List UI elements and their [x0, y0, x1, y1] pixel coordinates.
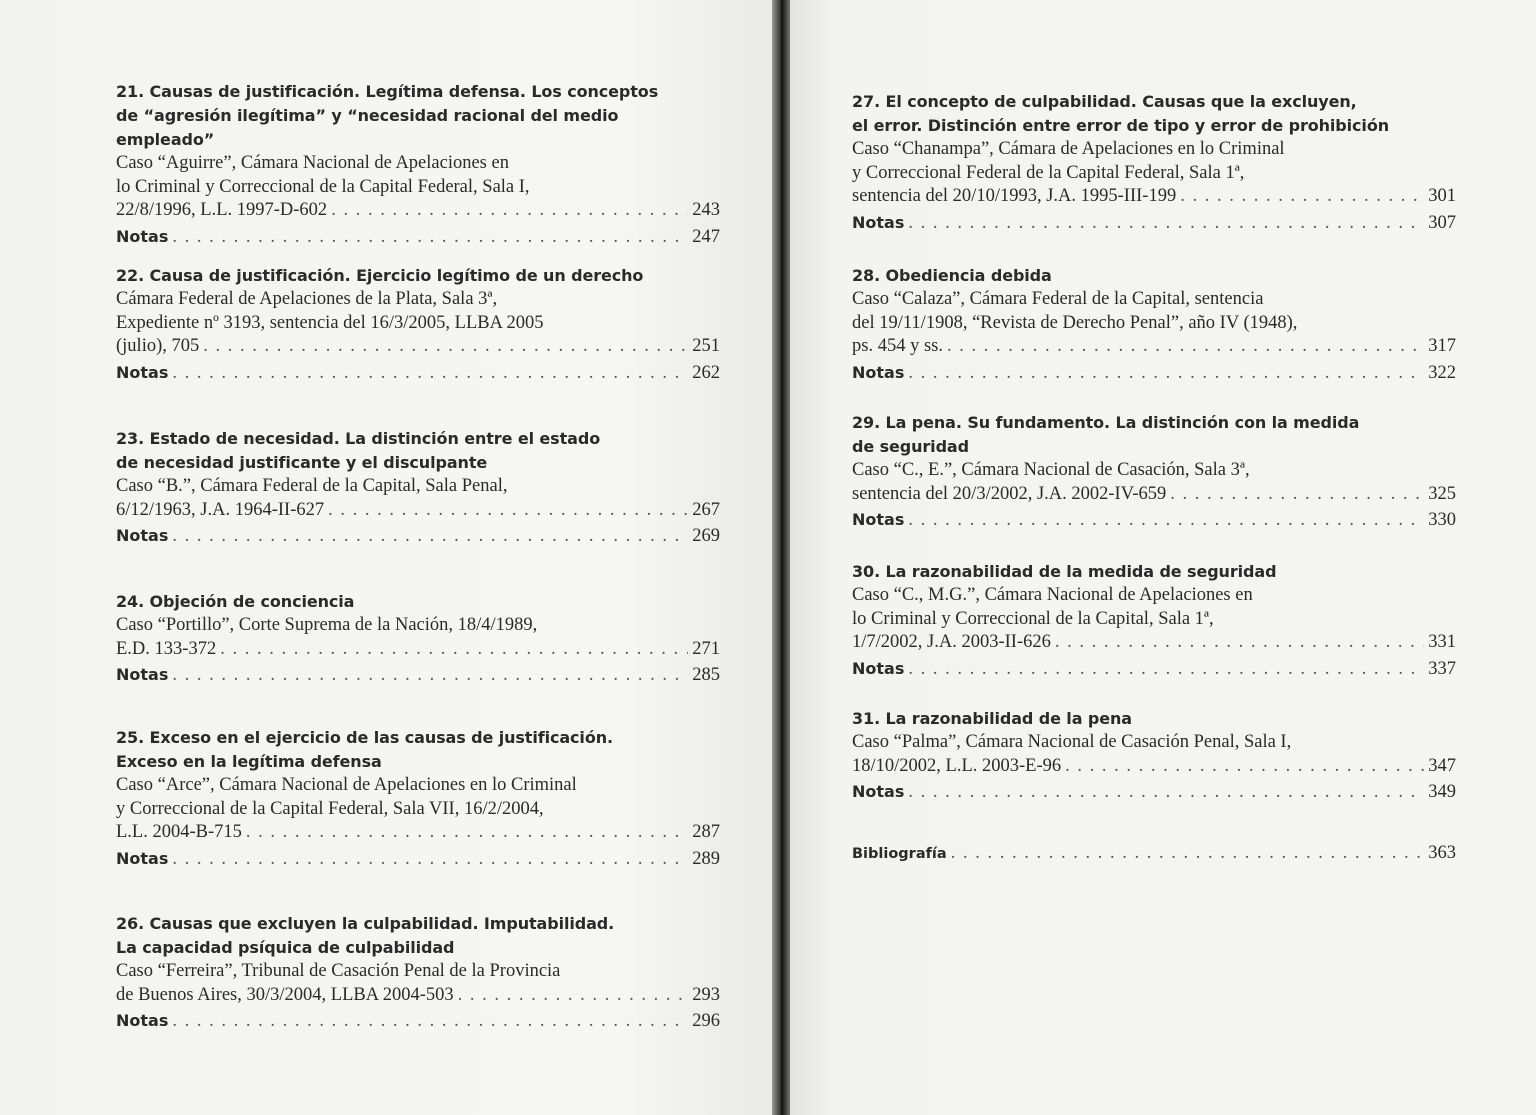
notes-row [116, 361, 720, 386]
bibliography-label: Bibliografía [852, 846, 947, 862]
dot-leader [1170, 483, 1424, 507]
notes-page-number: 307 [1428, 212, 1456, 233]
dot-leader [908, 658, 1424, 682]
toc-entry-22 [116, 264, 720, 385]
entry-citation-line: Caso “Ferreira”, Tribunal de Casación Penal de la Provincia [116, 961, 561, 981]
toc-entry-27 [852, 90, 1456, 235]
entry-heading-line: La capacidad psíquica de culpabilidad [116, 938, 455, 957]
bibliography-row [852, 842, 1456, 867]
entry-page-row [116, 335, 720, 359]
right-page [790, 0, 1536, 1115]
dot-leader [458, 984, 689, 1008]
notes-label: Notas [116, 526, 169, 545]
entry-page-row [116, 638, 720, 662]
toc-entry-23 [116, 427, 720, 549]
entry-citation-line: y Correccional de la Capital Federal, Sala VII, 16/2/2004, [116, 798, 544, 819]
entry-heading-line: 22. Causa de justificación. Ejercicio legítimo de un derecho [116, 266, 644, 285]
entry-page-row [116, 499, 720, 523]
entry-citation-line: Caso “B.”, Cámara Federal de la Capital, Sala Penal, [116, 476, 508, 496]
entry-citation-line: Caso “Portillo”, Corte Suprema de la Nación, 18/4/1989, [116, 615, 538, 635]
toc-entry-26 [116, 912, 720, 1034]
dot-leader [172, 848, 688, 872]
page-number: 243 [692, 200, 720, 220]
notes-label: Notas [116, 848, 169, 868]
page-number: 251 [692, 336, 720, 356]
page-number: 317 [1428, 336, 1456, 356]
notes-label: Notas [852, 212, 905, 232]
entry-citation-line: 6/12/1963, J.A. 1964-II-627 [116, 499, 325, 520]
toc-entry-24 [116, 590, 720, 688]
toc-entry-21 [116, 80, 720, 249]
dot-leader [172, 664, 688, 688]
notes-label: Notas [852, 658, 905, 678]
dot-leader [908, 362, 1424, 386]
dot-leader [203, 335, 688, 359]
entry-heading-line: 26. Causas que excluyen la culpabilidad. Imputabilidad. [116, 914, 615, 933]
page-number: 287 [692, 822, 720, 842]
entry-citation-line: lo Criminal y Correccional de la Capital Federal, Sala I, [116, 176, 530, 197]
dot-leader [1180, 185, 1424, 209]
entry-heading-line: de “agresión ilegítima” y “necesidad racional del medio empleado” [116, 106, 619, 149]
dot-leader [172, 362, 688, 386]
entry-citation-line: del 19/11/1908, “Revista de Derecho Penal”, año IV (1948), [852, 312, 1298, 333]
toc-entry-30 [852, 560, 1456, 681]
notes-page-number: 289 [692, 848, 720, 869]
entry-citation-line: Caso “C., M.G.”, Cámara Nacional de Apelaciones en [852, 585, 1253, 605]
entry-heading-line: 29. La pena. Su fundamento. La distinción con la medida [852, 413, 1360, 432]
entry-citation-line: (julio), 705 [116, 336, 200, 356]
toc-entry-31 [852, 707, 1456, 805]
entry-page-row [116, 199, 720, 223]
entry-heading-line: 28. Obediencia debida [852, 266, 1052, 285]
notes-label: Notas [852, 782, 905, 801]
notes-page-number: 296 [692, 1011, 720, 1031]
dot-leader [1055, 631, 1424, 655]
toc-entry-28 [852, 264, 1456, 385]
dot-leader [908, 212, 1424, 236]
entry-citation-line: Caso “Arce”, Cámara Nacional de Apelaciones en lo Criminal [116, 775, 577, 795]
notes-row [116, 524, 720, 549]
notes-page-number: 349 [1428, 782, 1456, 802]
notes-row [852, 780, 1456, 805]
entry-citation-line: sentencia del 20/3/2002, J.A. 2002-IV-659 [852, 483, 1167, 504]
entry-page-row [852, 755, 1456, 779]
notes-row [116, 1009, 720, 1034]
bibliography-page-number: 363 [1428, 843, 1456, 863]
dot-leader [172, 525, 688, 549]
page-number: 271 [692, 638, 720, 659]
dot-leader [951, 842, 1425, 866]
notes-page-number: 330 [1428, 510, 1456, 530]
entry-page-row [852, 631, 1456, 655]
notes-page-number: 322 [1428, 362, 1456, 383]
page-number: 267 [692, 499, 720, 520]
notes-label: Notas [116, 1011, 169, 1030]
notes-page-number: 262 [692, 362, 720, 383]
dot-leader [947, 335, 1424, 359]
book-spine [772, 0, 790, 1115]
toc-entry-29 [852, 411, 1456, 533]
notes-row [116, 663, 720, 688]
entry-heading-line: de necesidad justificante y el disculpante [116, 453, 488, 472]
page-number: 293 [692, 984, 720, 1005]
notes-row [116, 847, 720, 872]
entry-heading-line: 25. Exceso en el ejercicio de las causas de justificación. [116, 728, 613, 747]
entry-page-row [852, 483, 1456, 507]
entry-citation-line: ps. 454 y ss. [852, 336, 943, 356]
entry-citation-line: 1/7/2002, J.A. 2003-II-626 [852, 632, 1051, 652]
notes-row [852, 657, 1456, 682]
entry-heading-line: Exceso en la legítima defensa [116, 752, 382, 771]
dot-leader [908, 509, 1424, 533]
entry-citation-line: y Correccional Federal de la Capital Federal, Sala 1ª, [852, 162, 1245, 183]
dot-leader [246, 821, 688, 845]
notes-label: Notas [116, 665, 169, 684]
notes-page-number: 269 [692, 526, 720, 546]
dot-leader [331, 199, 688, 223]
page-number: 301 [1428, 186, 1456, 206]
notes-row [852, 508, 1456, 533]
entry-citation-line: sentencia del 20/10/1993, J.A. 1995-III-199 [852, 186, 1177, 206]
entry-heading-line: 30. La razonabilidad de la medida de seguridad [852, 562, 1277, 581]
entry-citation-line: lo Criminal y Correccional de la Capital, Sala 1ª, [852, 608, 1214, 629]
entry-page-row [116, 821, 720, 845]
entry-heading-line: de seguridad [852, 437, 969, 456]
entry-heading-line: 23. Estado de necesidad. La distinción entre el estado [116, 429, 601, 448]
entry-citation-line: de Buenos Aires, 30/3/2004, LLBA 2004-503 [116, 984, 454, 1005]
entry-citation-line: Caso “Chanampa”, Cámara de Apelaciones en lo Criminal [852, 139, 1285, 159]
dot-leader [908, 781, 1424, 805]
entry-citation-line: Expediente nº 3193, sentencia del 16/3/2005, LLBA 2005 [116, 312, 544, 333]
notes-label: Notas [116, 226, 169, 246]
entry-citation-line: L.L. 2004-B-715 [116, 822, 242, 842]
entry-citation-line: Caso “Aguirre”, Cámara Nacional de Apelaciones en [116, 153, 509, 173]
notes-page-number: 337 [1428, 658, 1456, 679]
page-number: 325 [1428, 483, 1456, 504]
entry-page-row [852, 335, 1456, 359]
toc-entry-25 [116, 726, 720, 871]
entry-citation-line: 18/10/2002, L.L. 2003-E-96 [852, 755, 1062, 776]
notes-page-number: 247 [692, 226, 720, 247]
dot-leader [172, 1010, 688, 1034]
entry-citation-line: 22/8/1996, L.L. 1997-D-602 [116, 200, 328, 220]
entry-heading-line: el error. Distinción entre error de tipo y error de prohibición [852, 116, 1389, 135]
notes-row [852, 361, 1456, 386]
notes-row [852, 211, 1456, 236]
notes-row [116, 225, 720, 250]
entry-heading-line: 21. Causas de justificación. Legítima defensa. Los conceptos [116, 82, 659, 101]
entry-citation-line: Caso “Calaza”, Cámara Federal de la Capital, sentencia [852, 289, 1264, 309]
notes-label: Notas [852, 362, 905, 382]
entry-citation-line: Cámara Federal de Apelaciones de la Plata, Sala 3ª, [116, 289, 498, 309]
dot-leader [328, 499, 688, 523]
entry-page-row [852, 185, 1456, 209]
entry-heading-line: 31. La razonabilidad de la pena [852, 709, 1132, 728]
entry-citation-line: Caso “C., E.”, Cámara Nacional de Casación, Sala 3ª, [852, 460, 1250, 480]
dot-leader [172, 226, 688, 250]
notes-label: Notas [852, 510, 905, 529]
notes-page-number: 285 [692, 665, 720, 685]
toc-bibliography [852, 842, 1456, 867]
entry-heading-line: 27. El concepto de culpabilidad. Causas que la excluyen, [852, 92, 1357, 111]
entry-citation-line: Caso “Palma”, Cámara Nacional de Casación Penal, Sala I, [852, 732, 1292, 752]
page-number: 347 [1428, 755, 1456, 776]
entry-citation-line: E.D. 133-372 [116, 638, 217, 659]
entry-page-row [116, 984, 720, 1008]
dot-leader [1065, 755, 1424, 779]
notes-label: Notas [116, 362, 169, 382]
entry-heading-line: 24. Objeción de conciencia [116, 592, 355, 611]
dot-leader [220, 638, 688, 662]
page-number: 331 [1428, 632, 1456, 652]
